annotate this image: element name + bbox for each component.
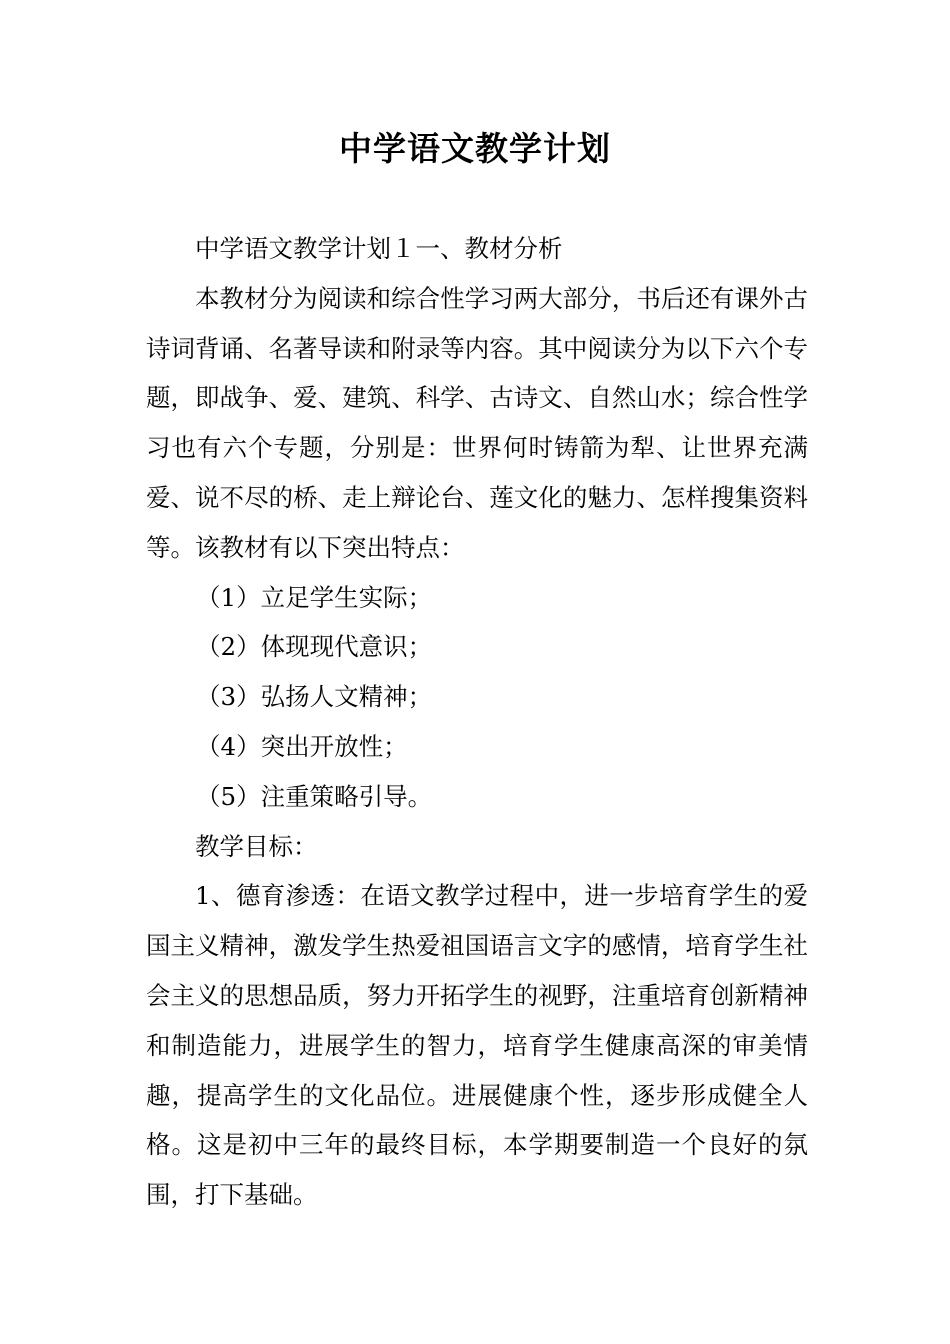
- textbook-analysis-paragraph: 本教材分为阅读和综合性学习两大部分，书后还有课外古诗词背诵、名著导读和附录等内容。其中阅读分为以下六个专题，即战争、爱、建筑、科学、古诗文、自然山水；综合性学习也有六个专题，分别是：世界何时铸箭为犁、让世界充满爱、说不尽的桥、走上辩论台、莲文化的魅力、怎样搜集资料等。该教材有以下突出特点：: [146, 283, 808, 562]
- page-title: 中学语文教学计划: [339, 129, 611, 168]
- goal-1-paragraph: 1、德育渗透：在语文教学过程中，进一步培育学生的爱国主义精神，激发学生热爱祖国语言文字的感情，培育学生社会主义的思想品质，努力开拓学生的视野，注重培育创新精神和制造能力，进展学生的智力，培育学生健康高深的审美情趣，提高学生的文化品位。进展健康个性，逐步形成健全人格。这是初中三年的最终目标，本学期要制造一个良好的氛围，打下基础。: [146, 881, 808, 1210]
- feature-item-3: （3）弘扬人文精神；: [196, 682, 433, 712]
- document-body: [146, 224, 808, 1220]
- feature-item-2: （2）体现现代意识；: [196, 632, 433, 662]
- section-heading-paragraph: 中学语文教学计划１一、教材分析: [195, 234, 563, 263]
- feature-item-4: （4）突出开放性；: [196, 731, 408, 761]
- feature-item-5: （5）注重策略引导。: [196, 781, 433, 811]
- goals-heading: 教学目标：: [195, 831, 318, 861]
- feature-item-1: （1）立足学生实际；: [196, 582, 433, 612]
